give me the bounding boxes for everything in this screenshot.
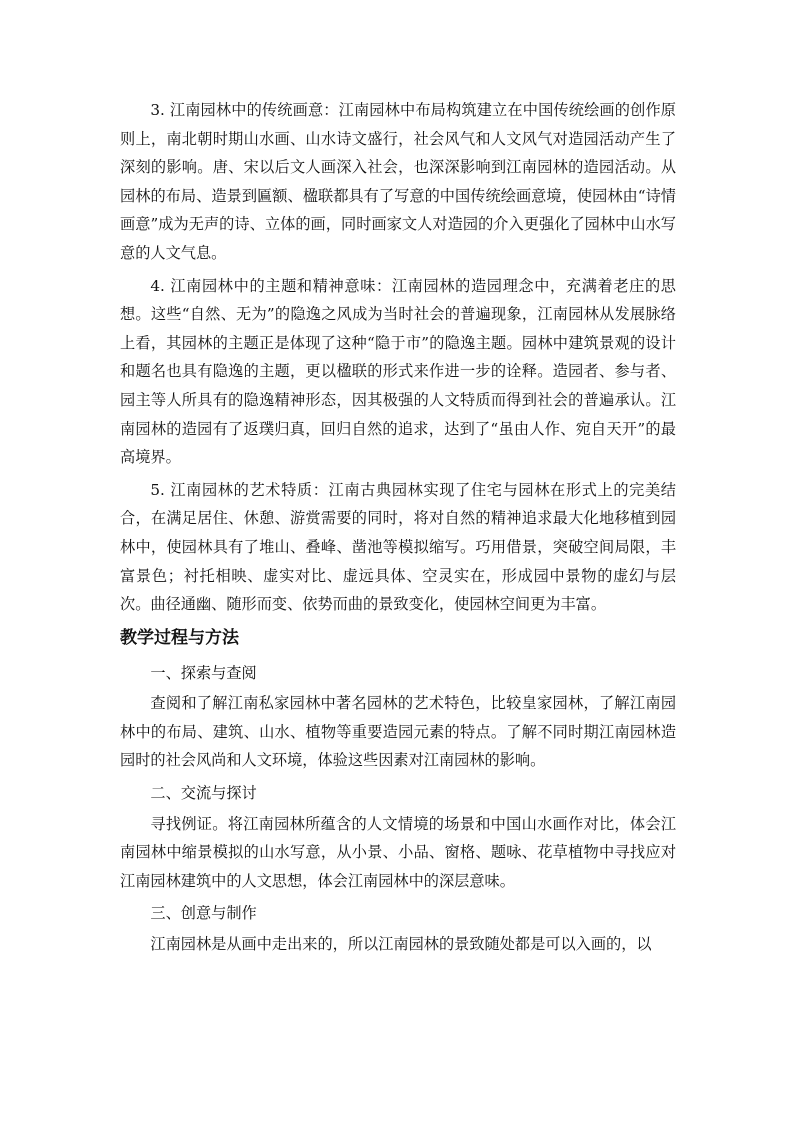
paragraph-artistic-traits: 5. 江南园林的艺术特质：江南古典园林实现了住宅与园林在形式上的完美结合，在满足居住、休憩、游赏需要的同时，将对自然的精神追求最大化地移植到园林中，使园林具有了堆山、叠峰、凿池等模拟缩写。巧用借景，突破空间局限，丰富景色；衬托相映、虚实对比、虚远具体、空灵实在，形成园中景物的虚幻与层次。曲径通幽、随形而变、依势而曲的景致变化，使园林空间更为丰富。 xyxy=(120,480,676,614)
subsection-body-create: 江南园林是从画中走出来的，所以江南园林的景致随处都是可以入画的，以 xyxy=(150,935,652,954)
subsection-title-create: 三、创意与制作 xyxy=(150,904,257,923)
subsection-body-discuss: 寻找例证。将江南园林所蕴含的人文情境的场景和中国山水画作对比，体会江南园林中缩景模拟的山水写意，从小景、小品、窗格、题咏、花草植物中寻找应对江南园林建筑中的人文思想，体会江南园林中的深层意味。 xyxy=(120,814,676,890)
subsection-title-discuss: 二、交流与探讨 xyxy=(150,784,257,803)
subsection-body-explore: 查阅和了解江南私家园林中著名园林的艺术特色，比较皇家园林，了解江南园林中的布局、建筑、山水、植物等重要造园元素的特点。了解不同时期江南园林造园时的社会风尚和人文环境，体验这些因素对江南园林的影响。 xyxy=(120,694,676,770)
document-body xyxy=(120,96,676,963)
paragraph-traditional-painting: 3. 江南园林中的传统画意：江南园林中布局构筑建立在中国传统绘画的创作原则上，南北朝时期山水画、山水诗文盛行，社会风气和人文风气对造园活动产生了深刻的影响。唐、宋以后文人画深入社会，也深深影响到江南园林的造园活动。从园林的布局、造景到匾额、楹联都具有了写意的中国传统绘画意境，使园林由“诗情画意”成为无声的诗、立体的画，同时画家文人对造园的介入更强化了园林中山水写意的人文气息。 xyxy=(120,101,676,262)
section-heading: 教学过程与方法 xyxy=(120,627,239,648)
paragraph-theme-spirit: 4. 江南园林中的主题和精神意味：江南园林的造园理念中，充满着老庄的思想。这些“自然、无为”的隐逸之风成为当时社会的普遍现象，江南园林从发展脉络上看，其园林的主题正是体现了这种“隐于市”的隐逸主题。园林中建筑景观的设计和题名也具有隐逸的主题，更以楹联的形式来作进一步的诠释。造园者、参与者、园主等人所具有的隐逸精神形态，因其极强的人文特质而得到社会的普遍承认。江南园林的造园有了返璞归真，回归自然的追求，达到了“虽由人作、宛自天开”的最高境界。 xyxy=(120,276,676,467)
subsection-title-explore: 一、探索与查阅 xyxy=(150,663,257,682)
